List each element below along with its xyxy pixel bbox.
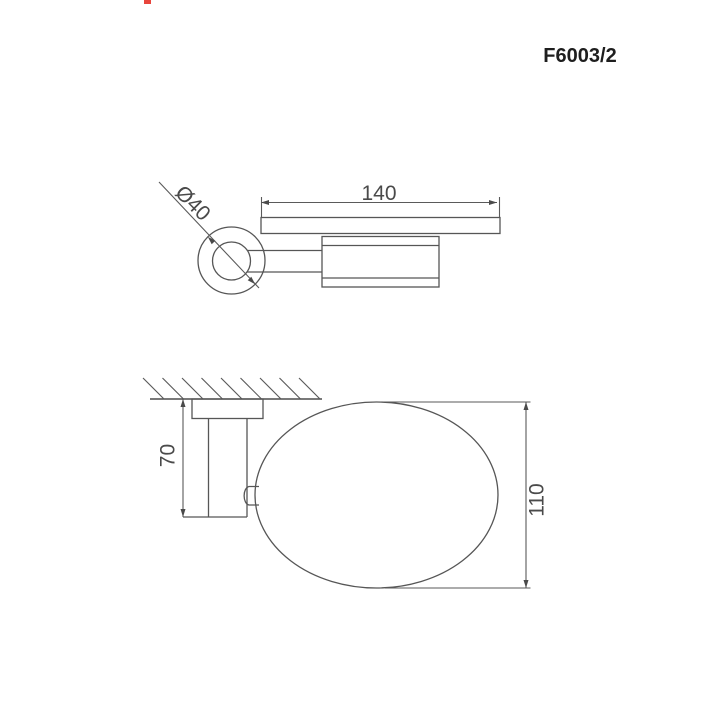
arrowhead [524, 580, 529, 588]
product-code-title: F6003/2 [543, 45, 617, 67]
top-view [159, 181, 500, 294]
wall-hatching [143, 378, 320, 399]
holder-body-outline [322, 237, 439, 288]
flange-inner-circle [213, 242, 251, 280]
dim-post-length [157, 399, 186, 517]
dim-label-post: 70 [156, 443, 180, 468]
plate-outline [261, 218, 500, 234]
dim-flange-diameter [159, 181, 259, 288]
arrowhead [489, 200, 497, 205]
dim-label-diameter: Ø40 [170, 181, 215, 226]
arrowhead [181, 509, 186, 517]
dim-plate-width [261, 182, 500, 217]
side-view [143, 378, 549, 588]
arrowhead [181, 399, 186, 407]
wall-flange-outline [192, 399, 263, 419]
arrowhead [261, 200, 269, 205]
dim-label-width: 140 [361, 182, 397, 205]
soap-dish-ellipse [255, 402, 498, 588]
dim-dish-height [372, 402, 549, 588]
dim-label-height: 110 [525, 483, 549, 517]
logo-fragment [144, 0, 151, 4]
arrowhead [524, 402, 529, 410]
